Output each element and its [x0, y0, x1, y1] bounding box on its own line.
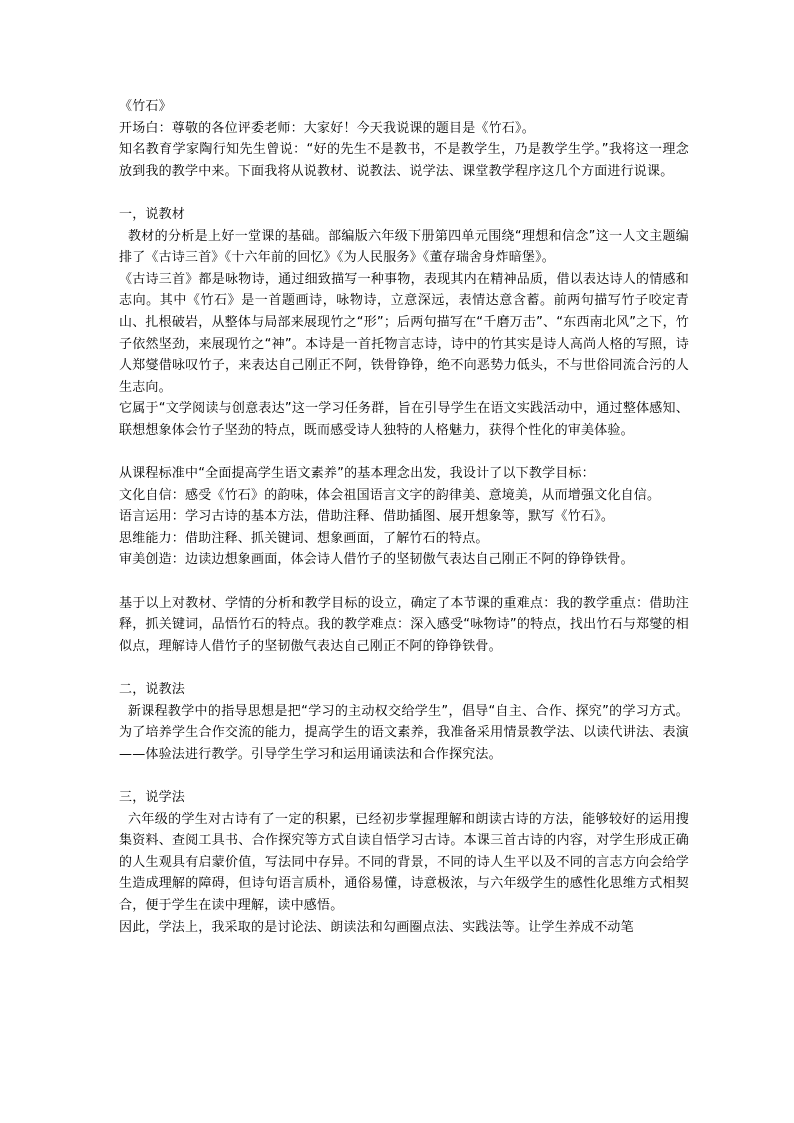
blank-line: [119, 442, 689, 464]
textbook-paragraph-2: 《古诗三首》都是咏物诗，通过细致描写一种事物，表现其内在精神品质，借以表达诗人的情感和志向。其中《竹石》是一首题画诗，咏物诗，立意深远，表情达意含蓄。前两句描写竹子咬定青山、扎根破岩，从整体与局部来展现竹之“形”；后两句描写在“千磨万击”、“东西南北风”之下，竹子依然坚劲，来展现竹之“神”。本诗是一首托物言志诗，诗中的竹其实是诗人高尚人格的写照，诗人郑燮借咏叹竹子，来表达自己刚正不阿，铁骨铮铮，绝不向恶势力低头，不与世俗同流合污的人生志向。: [119, 271, 689, 395]
blank-line: [119, 571, 689, 593]
blank-line: [119, 765, 689, 787]
goal-language-use: 语言运用：学习古诗的基本方法，借助注释、借助插图、展开想象等，默写《竹石》。: [119, 509, 615, 525]
opening-remarks: 开场白：尊敬的各位评委老师：大家好！今天我说课的题目是《竹石》。: [119, 120, 535, 136]
document-title: 《竹石》: [119, 99, 172, 114]
section-heading-teaching-method: 二，说教法: [119, 682, 186, 698]
section-heading-learning-method: 三，说学法: [119, 790, 186, 805]
teaching-method-paragraph: 新课程教学中的指导思想是把“学习的主动权交给学生”，倡导“自主、合作、探究”的学习方式。为了培养学生合作交流的能力，提高学生的语文素养，我准备采用情景教学法、以读代讲法、表演——体验法进行教学。引导学生学习和运用诵读法和合作探究法。: [119, 703, 689, 762]
learning-method-paragraph-1: 六年级的学生对古诗有了一定的积累，已经初步掌握理解和朗读古诗的方法，能够较好的运用搜集资料、查阅工具书、合作探究等方式自读自悟学习古诗。本课三首古诗的内容，对学生形成正确的人生观具有启蒙价值，写法同中存异。不同的背景，不同的诗人生平以及不同的言志方向会给学生造成理解的障碍，但诗句语言质朴，通俗易懂，诗意极浓，与六年级学生的感性化思维方式相契合，便于学生在读中理解，读中感悟。: [119, 811, 690, 913]
textbook-paragraph-1: 教材的分析是上好一堂课的基础。部编版六年级下册第四单元围绕“理想和信念”这一人文主题编排了《古诗三首》《十六年前的回忆》《为人民服务》《董存瑞舍身炸暗堡》。: [119, 228, 689, 266]
section-heading-textbook: 一，说教材: [119, 206, 186, 222]
key-difficult-points: 基于以上对教材、学情的分析和教学目标的设立，确定了本节课的重难点：我的教学重点：借助注释，抓关键词，品悟竹石的特点。我的教学难点：深入感受“咏物诗”的特点，找出竹石与郑燮的相似点，理解诗人借竹子的坚韧傲气表达自己刚正不阿的铮铮铁骨。: [119, 595, 689, 654]
blank-line: [119, 182, 689, 204]
goal-aesthetic-creation: 审美创造：边读边想象画面，体会诗人借竹子的坚韧傲气表达自己刚正不阿的铮铮铁骨。: [119, 552, 634, 568]
learning-method-paragraph-2: 因此，学法上，我采取的是讨论法、朗读法和勾画圈点法、实践法等。让学生养成不动笔: [119, 919, 634, 935]
goal-thinking-ability: 思维能力：借助注释、抓关键词、想象画面，了解竹石的特点。: [119, 530, 489, 546]
goal-cultural-confidence: 文化自信：感受《竹石》的韵味，体会祖国语言文字的韵律美、意境美，从而增强文化自信。: [119, 487, 661, 503]
blank-line: [119, 657, 689, 679]
textbook-paragraph-3: 它属于“文学阅读与创意表达”这一学习任务群，旨在引导学生在语文实践活动中，通过整体感知、联想想象体会竹子坚劲的特点，既而感受诗人独特的人格魅力，获得个性化的审美体验。: [119, 401, 689, 438]
goals-intro: 从课程标准中“全面提高学生语文素养”的基本理念出发，我设计了以下教学目标：: [119, 466, 595, 482]
intro-paragraph: 知名教育学家陶行知先生曾说：“好的先生不是教书，不是教学生，乃是教学生学。”我将这一理念放到我的教学中来。下面我将从说教材、说教法、说学法、课堂教学程序这几个方面进行说课。: [119, 142, 689, 179]
document-page: [119, 96, 689, 938]
